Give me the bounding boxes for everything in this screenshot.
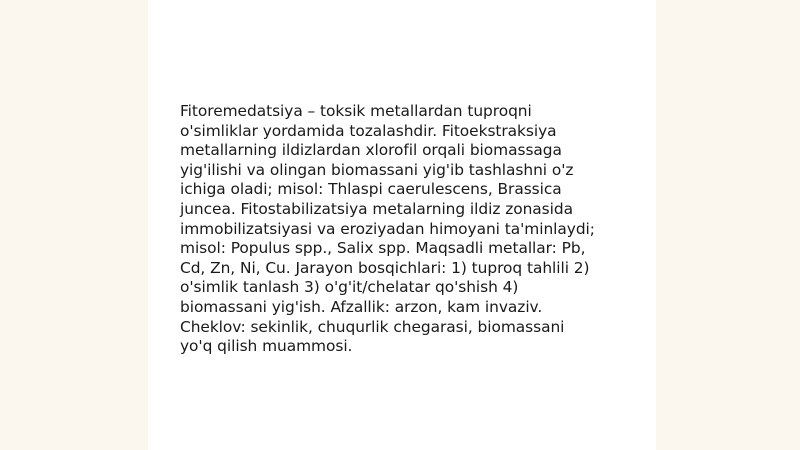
left-margin-background	[0, 0, 148, 450]
text-line: o'simlik tanlash 3) o'g'it/chelatar qo'shish 4)	[180, 278, 519, 297]
body-paragraph	[180, 102, 595, 357]
text-line: ichiga oladi; misol: Thlaspi caerulescens, Brassica	[180, 180, 562, 199]
text-line: immobilizatsiyasi va eroziyadan himoyani ta'minlaydi;	[180, 219, 595, 238]
text-line: Cd, Zn, Ni, Cu. Jarayon bosqichlari: 1) tuproq tahlili 2)	[180, 258, 590, 277]
text-line: misol: Populus spp., Salix spp. Maqsadli metallar: Pb,	[180, 239, 586, 258]
text-line: yo'q qilish muammosi.	[180, 337, 353, 356]
text-line: biomassani yig'ish. Afzallik: arzon, kam invaziv.	[180, 297, 543, 316]
text-line: Fitoremedatsiya – toksik metallardan tuproqni	[180, 102, 532, 120]
text-line: metallarning ildizlardan xlorofil orqali biomassaga	[180, 141, 562, 160]
text-line: Cheklov: sekinlik, chuqurlik chegarasi, biomassani	[180, 317, 565, 336]
text-line: o'simliklar yordamida tozalashdir. Fitoekstraksiya	[180, 121, 557, 140]
right-margin-background	[656, 0, 800, 450]
text-line: juncea. Fitostabilizatsiya metalarning ildiz zonasida	[180, 199, 573, 218]
document-page	[148, 0, 656, 450]
text-line: yig'ilishi va olingan biomassani yig'ib tashlashni o'z	[180, 160, 574, 179]
